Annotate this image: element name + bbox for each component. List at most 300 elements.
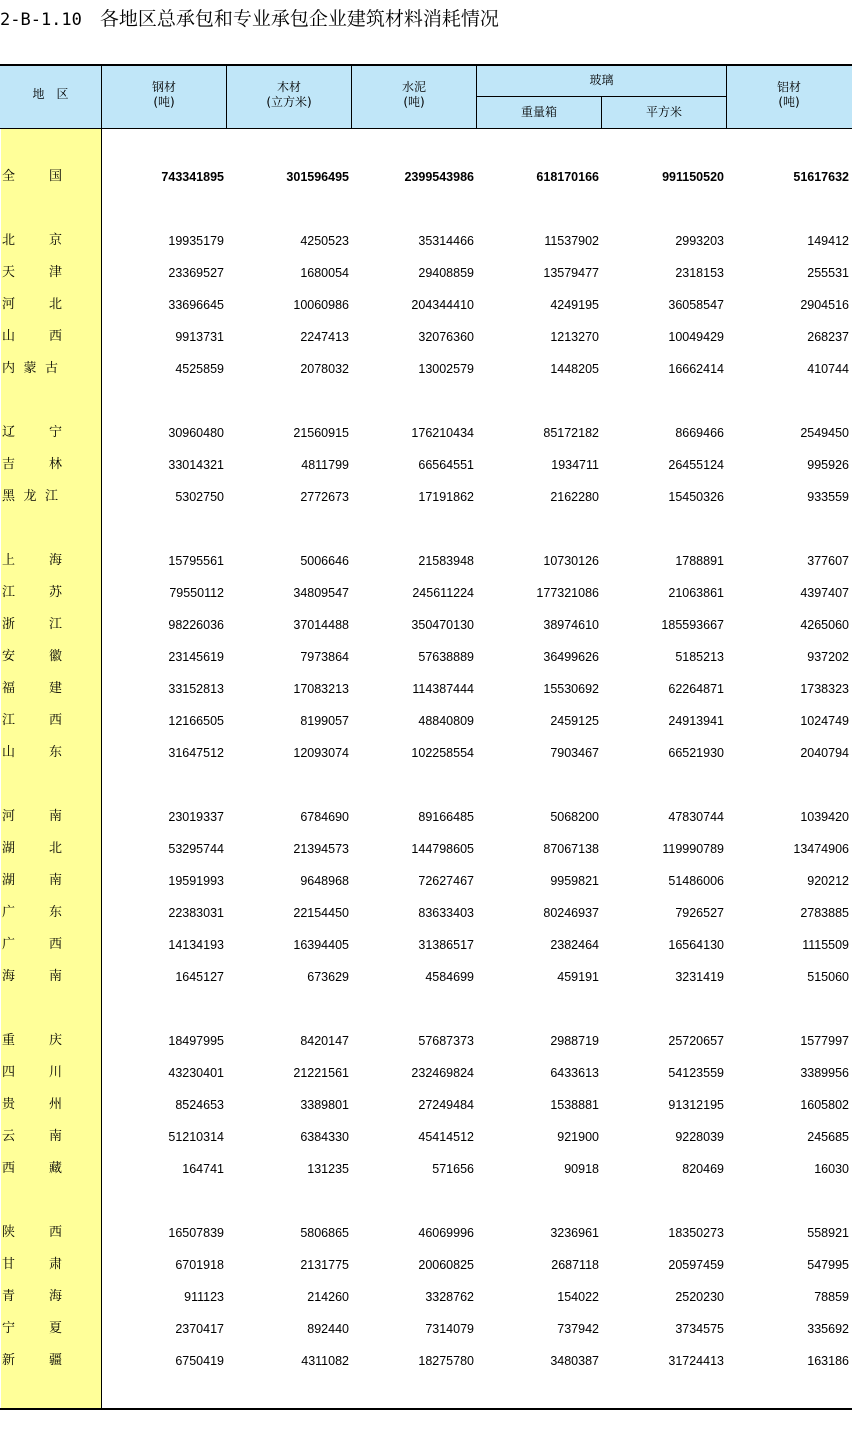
cell-wood: 5806865 xyxy=(300,1226,349,1240)
cell-steel: 16507839 xyxy=(168,1226,224,1240)
table-row xyxy=(0,1217,852,1249)
region-name xyxy=(2,481,58,513)
cell-glass-sqm: 54123559 xyxy=(668,1066,724,1080)
region-char: 京 xyxy=(48,233,62,248)
table-row xyxy=(0,961,852,993)
region-char: 东 xyxy=(48,905,62,920)
region-char: 州 xyxy=(48,1097,62,1112)
table-row xyxy=(0,417,852,449)
cell-glass-heavy-box: 2162280 xyxy=(550,490,599,504)
cell-steel: 19591993 xyxy=(168,874,224,888)
region-char: 西 xyxy=(48,329,62,344)
cell-glass-heavy-box: 1213270 xyxy=(550,330,599,344)
cell-glass-heavy-box: 737942 xyxy=(557,1322,599,1336)
cell-glass-sqm: 24913941 xyxy=(668,714,724,728)
cell-steel: 2370417 xyxy=(175,1322,224,1336)
cell-steel: 33152813 xyxy=(168,682,224,696)
cell-glass-sqm: 25720657 xyxy=(668,1034,724,1048)
cell-wood: 673629 xyxy=(307,970,349,984)
header-steel-label: 钢材 xyxy=(151,80,176,94)
cell-steel: 33014321 xyxy=(168,458,224,472)
header-steel-unit: (吨) xyxy=(153,95,175,109)
region-char: 庆 xyxy=(48,1033,62,1048)
region-char: 天 xyxy=(2,265,16,280)
table-row xyxy=(0,865,852,897)
cell-steel: 6750419 xyxy=(175,1354,224,1368)
cell-aluminum: 2549450 xyxy=(800,426,849,440)
header-cement xyxy=(352,80,476,110)
region-char: 湖 xyxy=(2,841,16,856)
region-char: 南 xyxy=(48,969,62,984)
cell-wood: 4811799 xyxy=(301,458,349,472)
cell-glass-sqm: 16564130 xyxy=(668,938,724,952)
cell-cement: 144798605 xyxy=(411,842,474,856)
cell-glass-sqm: 119990789 xyxy=(662,842,724,856)
region-char: 安 xyxy=(2,649,16,664)
cell-glass-sqm: 26455124 xyxy=(668,458,724,472)
cell-cement: 571656 xyxy=(432,1162,474,1176)
region-char: 青 xyxy=(2,1289,16,1304)
cell-cement: 66564551 xyxy=(418,458,474,472)
table-row xyxy=(0,1249,852,1281)
region-char: 广 xyxy=(2,937,16,952)
cell-glass-sqm: 15450326 xyxy=(668,490,724,504)
cell-wood: 6384330 xyxy=(300,1130,349,1144)
table-row xyxy=(0,897,852,929)
region-char: 广 xyxy=(2,905,16,920)
cell-aluminum: 3389956 xyxy=(800,1066,849,1080)
cell-glass-sqm: 20597459 xyxy=(668,1258,724,1272)
cell-glass-heavy-box: 13579477 xyxy=(543,266,599,280)
cell-glass-sqm: 820469 xyxy=(682,1162,724,1176)
table-row-total xyxy=(0,161,852,193)
cell-wood: 8199057 xyxy=(300,714,349,728)
table-row xyxy=(0,609,852,641)
cell-steel: 8524653 xyxy=(175,1098,224,1112)
materials-table xyxy=(0,62,852,1410)
cell-aluminum: 1605802 xyxy=(800,1098,849,1112)
cell-wood: 214260 xyxy=(307,1290,349,1304)
table-row xyxy=(0,449,852,481)
region-name xyxy=(2,609,62,641)
table-row xyxy=(0,257,852,289)
cell-glass-sqm: 3734575 xyxy=(675,1322,724,1336)
region-name xyxy=(2,545,62,577)
cell-steel: 6701918 xyxy=(175,1258,224,1272)
cell-cement: 27249484 xyxy=(418,1098,474,1112)
cell-aluminum: 1024749 xyxy=(800,714,849,728)
table-row xyxy=(0,641,852,673)
cell-cement: 7314079 xyxy=(425,1322,474,1336)
region-char: 肃 xyxy=(48,1257,62,1272)
cell-wood: 2772673 xyxy=(300,490,349,504)
header-region: 地 区 xyxy=(32,87,69,101)
cell-steel: 30960480 xyxy=(168,426,224,440)
cell-aluminum: 78859 xyxy=(814,1290,849,1304)
cell-wood: 16394405 xyxy=(293,938,349,952)
region-char: 北 xyxy=(48,841,62,856)
page-title xyxy=(0,6,499,32)
cell-glass-heavy-box: 15530692 xyxy=(543,682,599,696)
cell-aluminum: 51617632 xyxy=(793,170,849,184)
region-name xyxy=(2,1313,62,1345)
cell-glass-heavy-box: 3236961 xyxy=(550,1226,599,1240)
region-name xyxy=(2,577,62,609)
region-char: 徽 xyxy=(48,649,62,664)
cell-cement: 32076360 xyxy=(418,330,474,344)
table-bottom-border xyxy=(0,1408,852,1410)
cell-cement: 114387444 xyxy=(412,682,474,696)
cell-glass-sqm: 185593667 xyxy=(661,618,724,632)
cell-wood: 5006646 xyxy=(300,554,349,568)
cell-wood: 1680054 xyxy=(300,266,349,280)
cell-glass-heavy-box: 90918 xyxy=(564,1162,599,1176)
cell-glass-sqm: 1788891 xyxy=(675,554,724,568)
cell-glass-heavy-box: 38974610 xyxy=(543,618,599,632)
table-row xyxy=(0,1313,852,1345)
cell-cement: 48840809 xyxy=(418,714,474,728)
cell-aluminum: 13474906 xyxy=(793,842,849,856)
region-char: 南 xyxy=(48,1129,62,1144)
region-name xyxy=(2,1281,62,1313)
region-name xyxy=(2,801,62,833)
region-name xyxy=(2,1217,62,1249)
region-char: 南 xyxy=(48,809,62,824)
cell-glass-heavy-box: 2459125 xyxy=(550,714,599,728)
cell-glass-sqm: 3231419 xyxy=(675,970,724,984)
region-char: 河 xyxy=(2,297,16,312)
cell-steel: 911123 xyxy=(184,1290,224,1304)
region-char: 新 xyxy=(2,1353,16,1368)
region-name xyxy=(2,225,62,257)
region-char: 湖 xyxy=(2,873,16,888)
region-name xyxy=(2,449,62,481)
cell-aluminum: 149412 xyxy=(807,234,849,248)
cell-steel: 1645127 xyxy=(175,970,224,984)
header-aluminum-unit: (吨) xyxy=(778,95,800,109)
header-steel xyxy=(102,80,226,110)
table-row xyxy=(0,673,852,705)
header-cement-label: 水泥 xyxy=(401,80,426,94)
cell-glass-heavy-box: 1538881 xyxy=(550,1098,599,1112)
cell-aluminum: 4265060 xyxy=(800,618,849,632)
cell-steel: 12166505 xyxy=(168,714,224,728)
region-name xyxy=(2,1089,62,1121)
cell-wood: 21560915 xyxy=(293,426,349,440)
table-row xyxy=(0,929,852,961)
region-name xyxy=(2,705,62,737)
cell-aluminum: 335692 xyxy=(807,1322,849,1336)
region-char: 黑 xyxy=(2,489,16,504)
region-char: 贵 xyxy=(2,1097,16,1112)
cell-wood: 10060986 xyxy=(293,298,349,312)
cell-cement: 4584699 xyxy=(425,970,474,984)
region-char: 江 xyxy=(2,585,16,600)
cell-cement: 57638889 xyxy=(418,650,474,664)
cell-wood: 21221561 xyxy=(293,1066,349,1080)
region-char: 龙 xyxy=(23,489,37,504)
region-char: 东 xyxy=(48,745,62,760)
header-cement-unit: (吨) xyxy=(403,95,425,109)
cell-glass-sqm: 5185213 xyxy=(675,650,724,664)
cell-aluminum: 995926 xyxy=(807,458,849,472)
region-char: 北 xyxy=(48,297,62,312)
region-char: 浙 xyxy=(2,617,16,632)
cell-cement: 13002579 xyxy=(418,362,474,376)
region-char: 辽 xyxy=(2,425,16,440)
region-char: 南 xyxy=(48,873,62,888)
region-char: 西 xyxy=(2,1161,16,1176)
region-char: 西 xyxy=(48,713,62,728)
table-row xyxy=(0,481,852,513)
cell-aluminum: 4397407 xyxy=(800,586,849,600)
cell-cement: 45414512 xyxy=(418,1130,474,1144)
cell-wood: 34809547 xyxy=(293,586,349,600)
region-char: 海 xyxy=(2,969,16,984)
cell-aluminum: 2040794 xyxy=(800,746,849,760)
cell-glass-heavy-box: 85172182 xyxy=(543,426,599,440)
cell-wood: 3389801 xyxy=(300,1098,349,1112)
cell-glass-sqm: 8669466 xyxy=(675,426,724,440)
header-wood xyxy=(227,80,351,110)
cell-cement: 21583948 xyxy=(418,554,474,568)
cell-steel: 164741 xyxy=(182,1162,224,1176)
cell-wood: 131235 xyxy=(307,1162,349,1176)
region-char: 宁 xyxy=(2,1321,16,1336)
region-name xyxy=(2,833,62,865)
cell-aluminum: 1039420 xyxy=(800,810,849,824)
region-name xyxy=(2,929,62,961)
cell-glass-sqm: 9228039 xyxy=(675,1130,724,1144)
table-row xyxy=(0,1345,852,1377)
cell-steel: 33696645 xyxy=(168,298,224,312)
cell-aluminum: 547995 xyxy=(807,1258,849,1272)
cell-steel: 23019337 xyxy=(168,810,224,824)
region-char: 蒙 xyxy=(23,361,37,376)
cell-steel: 5302750 xyxy=(175,490,224,504)
cell-steel: 23145619 xyxy=(168,650,224,664)
region-char: 江 xyxy=(48,617,62,632)
cell-aluminum: 933559 xyxy=(807,490,849,504)
cell-cement: 176210434 xyxy=(411,426,474,440)
region-char: 西 xyxy=(48,1225,62,1240)
table-row xyxy=(0,801,852,833)
cell-glass-sqm: 62264871 xyxy=(668,682,724,696)
region-char: 云 xyxy=(2,1129,16,1144)
cell-glass-heavy-box: 7903467 xyxy=(550,746,599,760)
cell-steel: 22383031 xyxy=(168,906,224,920)
cell-glass-heavy-box: 1934711 xyxy=(551,458,599,472)
table-row xyxy=(0,545,852,577)
region-name xyxy=(2,1025,62,1057)
cell-cement: 72627467 xyxy=(418,874,474,888)
region-name xyxy=(2,1345,62,1377)
cell-glass-heavy-box: 177321086 xyxy=(536,586,599,600)
cell-glass-heavy-box: 2988719 xyxy=(550,1034,599,1048)
cell-glass-heavy-box: 11537902 xyxy=(544,234,599,248)
cell-steel: 15795561 xyxy=(168,554,224,568)
cell-cement: 350470130 xyxy=(411,618,474,632)
cell-wood: 37014488 xyxy=(293,618,349,632)
region-char: 西 xyxy=(48,937,62,952)
cell-wood: 6784690 xyxy=(300,810,349,824)
cell-cement: 2399543986 xyxy=(404,170,474,184)
cell-wood: 301596495 xyxy=(286,170,349,184)
cell-cement: 20060825 xyxy=(418,1258,474,1272)
region-name xyxy=(2,641,62,673)
cell-steel: 53295744 xyxy=(168,842,224,856)
table-row xyxy=(0,833,852,865)
table-code: 2-B-1.10 xyxy=(0,10,82,30)
cell-glass-sqm: 91312195 xyxy=(668,1098,724,1112)
cell-glass-sqm: 16662414 xyxy=(668,362,724,376)
cell-wood: 17083213 xyxy=(293,682,349,696)
region-name xyxy=(2,353,58,385)
table-row xyxy=(0,1281,852,1313)
table-row xyxy=(0,353,852,385)
header-aluminum-label: 铝材 xyxy=(776,80,801,94)
cell-wood: 22154450 xyxy=(293,906,349,920)
cell-glass-heavy-box: 2382464 xyxy=(550,938,599,952)
region-char: 福 xyxy=(2,681,16,696)
region-char: 山 xyxy=(2,745,16,760)
cell-aluminum: 1738323 xyxy=(800,682,849,696)
table-title: 各地区总承包和专业承包企业建筑材料消耗情况 xyxy=(99,8,499,30)
table-row xyxy=(0,1121,852,1153)
region-name xyxy=(2,673,62,705)
cell-glass-heavy-box: 921900 xyxy=(557,1130,599,1144)
region-char: 国 xyxy=(48,169,62,184)
table-row xyxy=(0,225,852,257)
cell-wood: 4311082 xyxy=(301,1354,349,1368)
header-wood-unit: (立方米) xyxy=(266,95,312,109)
region-char: 建 xyxy=(48,681,62,696)
table-row xyxy=(0,1057,852,1089)
region-char: 江 xyxy=(44,489,58,504)
cell-steel: 51210314 xyxy=(168,1130,224,1144)
region-name xyxy=(2,737,62,769)
region-char: 陕 xyxy=(2,1225,16,1240)
cell-steel: 23369527 xyxy=(168,266,224,280)
cell-steel: 9913731 xyxy=(175,330,224,344)
cell-wood: 2247413 xyxy=(300,330,349,344)
cell-aluminum: 268237 xyxy=(807,330,849,344)
cell-cement: 102258554 xyxy=(411,746,474,760)
cell-glass-heavy-box: 6433613 xyxy=(550,1066,599,1080)
cell-cement: 57687373 xyxy=(418,1034,474,1048)
cell-wood: 9648968 xyxy=(300,874,349,888)
cell-cement: 29408859 xyxy=(418,266,474,280)
cell-steel: 14134193 xyxy=(168,938,224,952)
region-name xyxy=(2,961,62,993)
table-row xyxy=(0,577,852,609)
cell-cement: 31386517 xyxy=(418,938,474,952)
cell-wood: 2131775 xyxy=(300,1258,349,1272)
table-top-border xyxy=(0,64,852,66)
region-name xyxy=(2,417,62,449)
cell-steel: 98226036 xyxy=(168,618,224,632)
region-char: 宁 xyxy=(48,425,62,440)
cell-steel: 31647512 xyxy=(168,746,224,760)
cell-aluminum: 377607 xyxy=(807,554,849,568)
region-char: 上 xyxy=(2,553,16,568)
region-char: 四 xyxy=(2,1065,16,1080)
cell-aluminum: 920212 xyxy=(807,874,849,888)
cell-glass-heavy-box: 5068200 xyxy=(550,810,599,824)
table-row xyxy=(0,705,852,737)
cell-cement: 46069996 xyxy=(418,1226,474,1240)
cell-cement: 17191862 xyxy=(418,490,474,504)
cell-cement: 3328762 xyxy=(425,1290,474,1304)
region-char: 夏 xyxy=(48,1321,62,1336)
cell-glass-heavy-box: 80246937 xyxy=(543,906,599,920)
cell-cement: 35314466 xyxy=(418,234,474,248)
cell-glass-sqm: 66521930 xyxy=(668,746,724,760)
cell-glass-heavy-box: 36499626 xyxy=(543,650,599,664)
table-row xyxy=(0,1153,852,1185)
cell-wood: 21394573 xyxy=(293,842,349,856)
region-char: 川 xyxy=(48,1065,62,1080)
cell-glass-sqm: 2520230 xyxy=(675,1290,724,1304)
region-char: 林 xyxy=(48,457,62,472)
cell-cement: 245611224 xyxy=(412,586,474,600)
region-char: 河 xyxy=(2,809,16,824)
table-row xyxy=(0,1089,852,1121)
cell-cement: 232469824 xyxy=(411,1066,474,1080)
region-name xyxy=(2,257,62,289)
cell-glass-heavy-box: 4249195 xyxy=(550,298,599,312)
cell-glass-heavy-box: 2687118 xyxy=(551,1258,599,1272)
cell-aluminum: 1115509 xyxy=(802,938,849,952)
cell-aluminum: 410744 xyxy=(807,362,849,376)
cell-cement: 204344410 xyxy=(411,298,474,312)
cell-aluminum: 163186 xyxy=(807,1354,849,1368)
region-char: 津 xyxy=(48,265,62,280)
region-name xyxy=(2,1057,62,1089)
cell-steel: 79550112 xyxy=(169,586,224,600)
cell-aluminum: 245685 xyxy=(807,1130,849,1144)
cell-glass-heavy-box: 618170166 xyxy=(536,170,599,184)
region-name xyxy=(2,1249,62,1281)
cell-wood: 892440 xyxy=(307,1322,349,1336)
region-name xyxy=(2,865,62,897)
region-char: 古 xyxy=(44,361,58,376)
region-char: 全 xyxy=(2,169,16,184)
region-char: 藏 xyxy=(48,1161,62,1176)
cell-glass-sqm: 51486006 xyxy=(668,874,724,888)
cell-wood: 7973864 xyxy=(300,650,349,664)
cell-aluminum: 255531 xyxy=(807,266,849,280)
cell-wood: 12093074 xyxy=(293,746,349,760)
cell-glass-sqm: 10049429 xyxy=(668,330,724,344)
cell-glass-heavy-box: 154022 xyxy=(557,1290,599,1304)
cell-glass-sqm: 2993203 xyxy=(675,234,724,248)
region-char: 吉 xyxy=(2,457,16,472)
region-name xyxy=(2,1153,62,1185)
header-glass-sqm: 平方米 xyxy=(645,105,682,119)
region-char: 内 xyxy=(2,361,16,376)
cell-glass-sqm: 21063861 xyxy=(668,586,724,600)
table-row xyxy=(0,289,852,321)
cell-glass-sqm: 31724413 xyxy=(668,1354,724,1368)
cell-aluminum: 2783885 xyxy=(800,906,849,920)
cell-wood: 8420147 xyxy=(300,1034,349,1048)
cell-wood: 2078032 xyxy=(300,362,349,376)
cell-steel: 743341895 xyxy=(161,170,224,184)
region-char: 疆 xyxy=(48,1353,62,1368)
header-bottom-border xyxy=(0,128,852,129)
cell-wood: 4250523 xyxy=(300,234,349,248)
